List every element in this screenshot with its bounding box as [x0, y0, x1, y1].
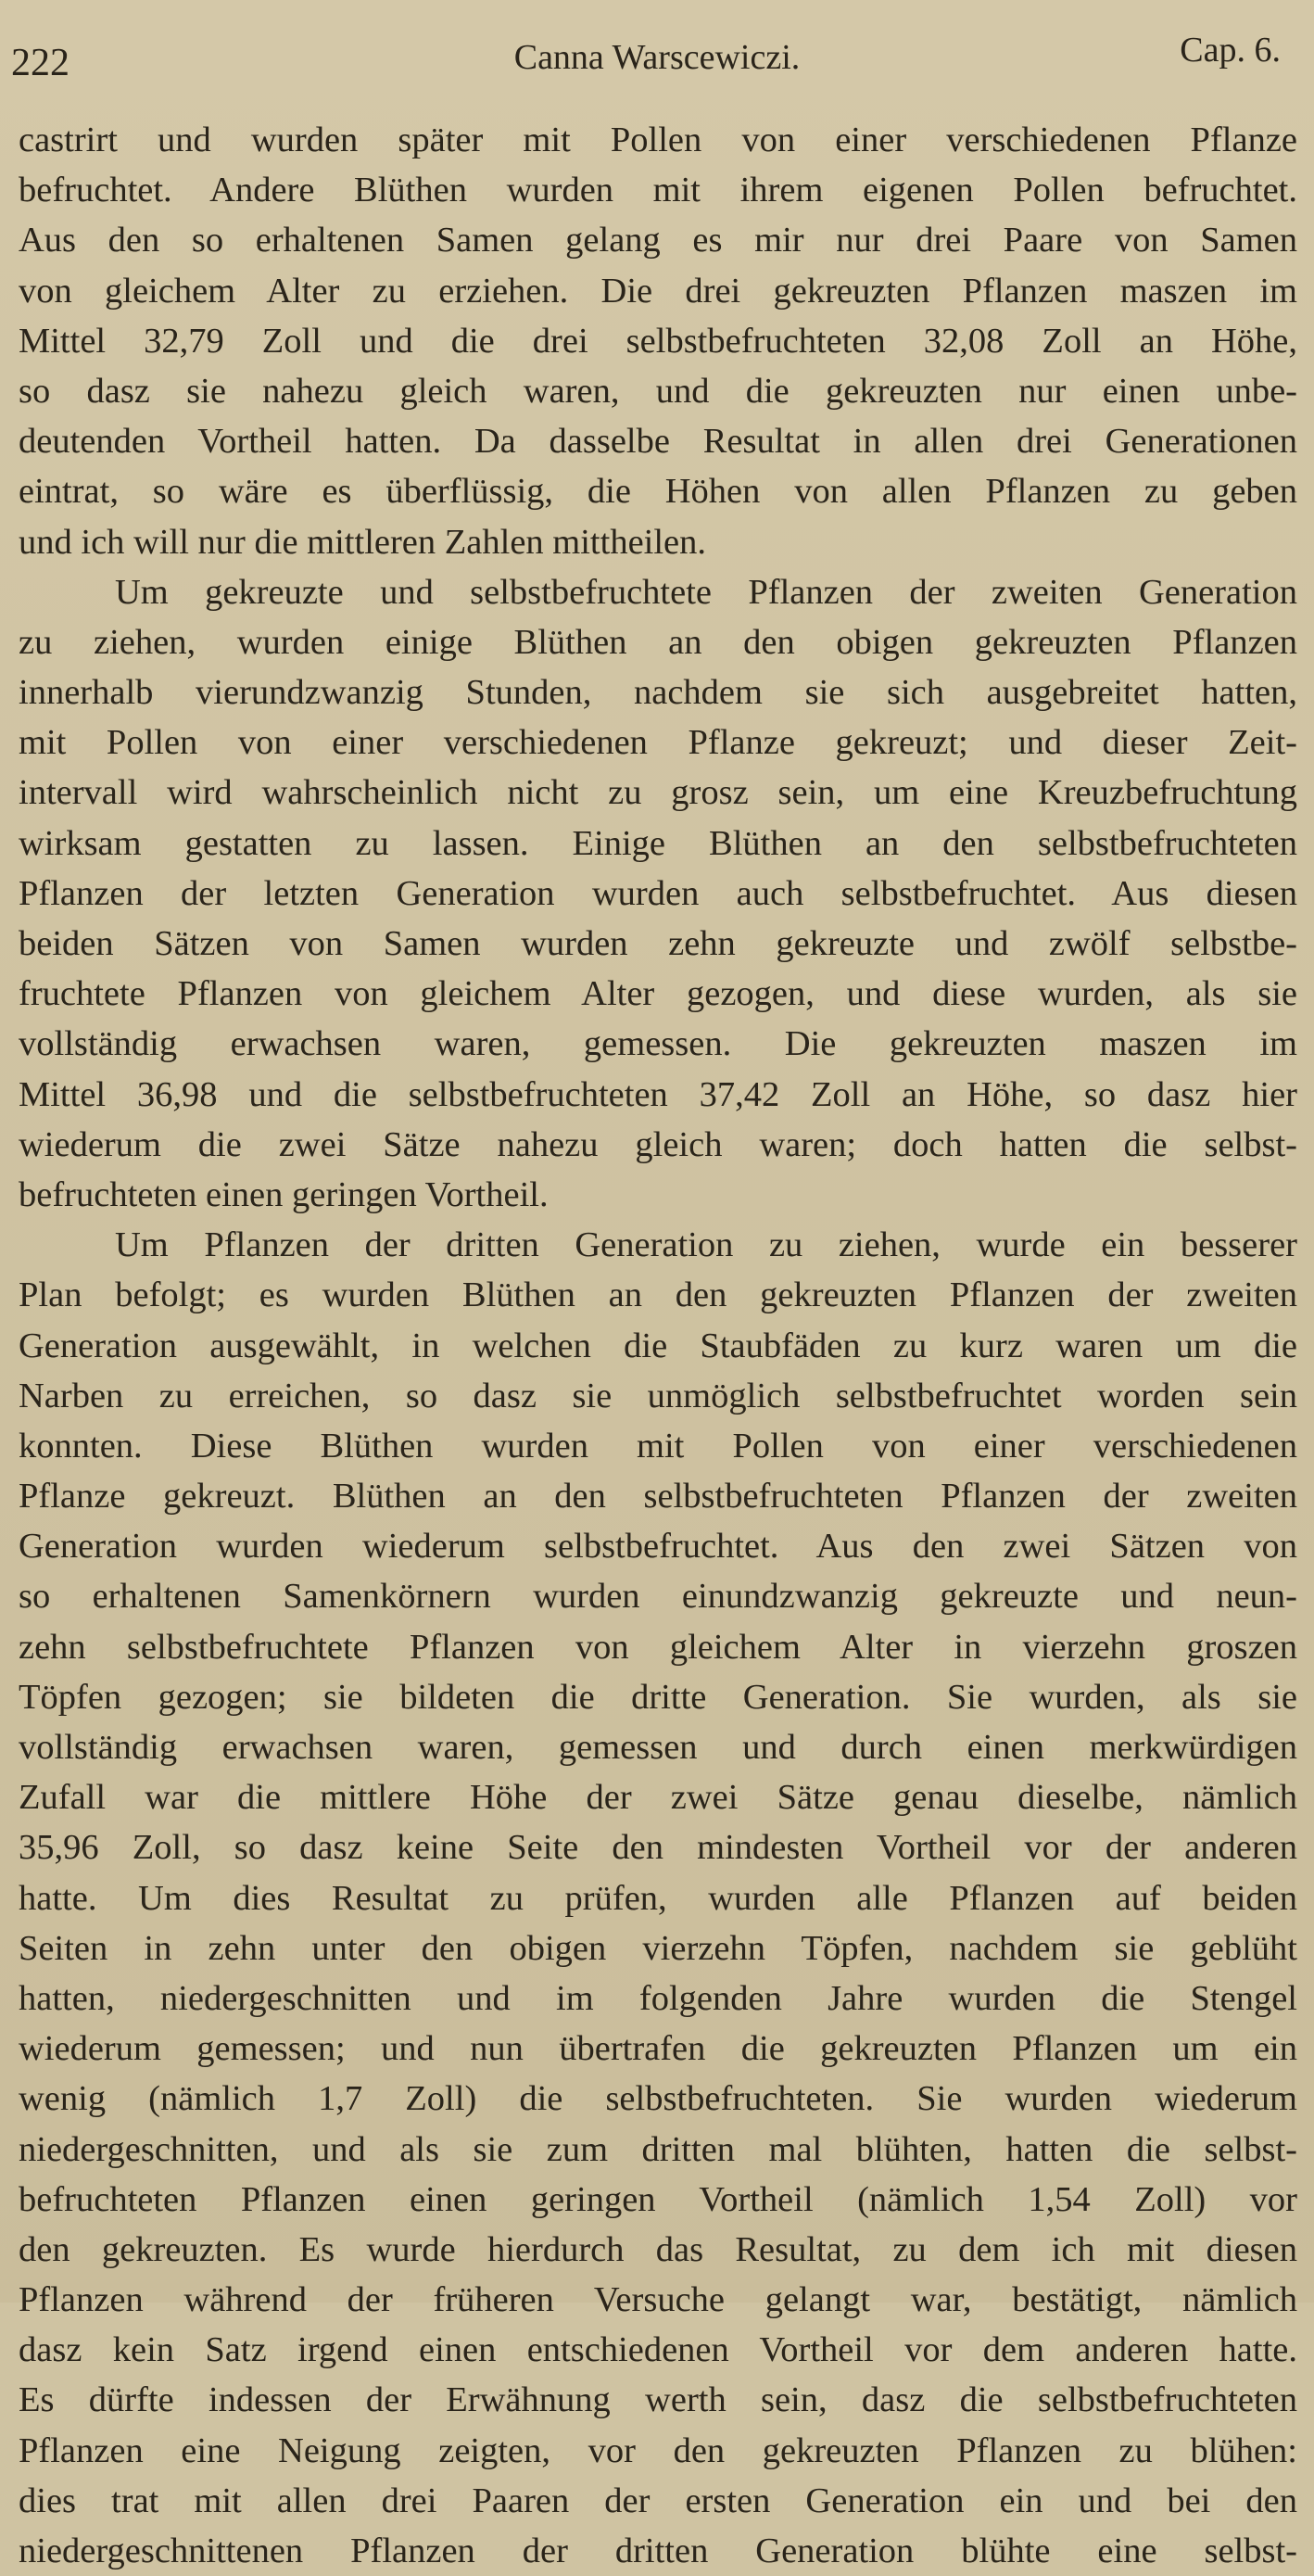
text-line: beiden Sätzen von Samen wurden zehn gekreuzte und zwölf selbstbe-	[19, 924, 1297, 963]
page-number: 222	[11, 42, 69, 84]
text-line: Narben zu erreichen, so dasz sie unmöglich selbstbefruchtet worden sein	[19, 1376, 1297, 1415]
text-line: vollständig erwachsen waren, gemessen und durch einen merkwürdigen	[19, 1728, 1297, 1767]
text-line: so dasz sie nahezu gleich waren, und die gekreuzten nur einen unbe-	[19, 371, 1297, 411]
text-line: wiederum die zwei Sätze nahezu gleich waren; doch hatten die selbst-	[19, 1124, 1297, 1164]
text-line: so erhaltenen Samenkörnern wurden einundzwanzig gekreuzte und neun-	[19, 1577, 1297, 1617]
text-line: Pflanzen während der früheren Versuche gelangt war, bestätigt, nämlich	[19, 2280, 1297, 2320]
text-line: befruchteten Pflanzen einen geringen Vortheil (nämlich 1,54 Zoll) vor	[19, 2179, 1297, 2219]
text-line: konnten. Diese Blüthen wurden mit Pollen von einer verschiedenen	[19, 1426, 1297, 1466]
text-line: Seiten in zehn unter den obigen vierzehn Töpfen, nachdem sie geblüht	[19, 1928, 1297, 1968]
body-text	[19, 115, 1297, 2576]
text-line: mit Pollen von einer verschiedenen Pflanze gekreuzt; und dieser Zeit-	[19, 723, 1297, 763]
text-line: wiederum gemessen; und nun übertrafen die gekreuzten Pflanzen um ein	[19, 2029, 1297, 2069]
text-line: niedergeschnittenen Pflanzen der dritten Generation blühte eine selbst-	[19, 2532, 1297, 2570]
text-line: dasz kein Satz irgend einen entschiedenen Vortheil vor dem anderen hatte.	[19, 2330, 1297, 2370]
paragraph-end-line: befruchteten einen geringen Vortheil.	[19, 1174, 549, 1214]
text-line: Pflanzen eine Neigung zeigten, vor den gekreuzten Pflanzen zu blühen:	[19, 2430, 1297, 2470]
running-title: Canna Warscewiczi.	[513, 38, 801, 77]
text-line: Töpfen gezogen; sie bildeten die dritte Generation. Sie wurden, als sie	[19, 1677, 1297, 1717]
text-line: niedergeschnitten, und als sie zum dritten mal blühten, hatten die selbst-	[19, 2129, 1297, 2169]
text-line: wirksam gestatten zu lassen. Einige Blüthen an den selbstbefruchteten	[19, 823, 1297, 863]
running-head	[0, 31, 1314, 84]
text-line: Pflanze gekreuzt. Blüthen an den selbstbefruchteten Pflanzen der zweiten	[19, 1477, 1297, 1516]
text-line: hatte. Um dies Resultat zu prüfen, wurden alle Pflanzen auf beiden	[19, 1878, 1297, 1918]
text-line: eintrat, so wäre es überflüssig, die Höhen von allen Pflanzen zu geben	[19, 472, 1297, 512]
text-line: Mittel 36,98 und die selbstbefruchteten 37,42 Zoll an Höhe, so dasz hier	[19, 1074, 1297, 1114]
text-line: Zufall war die mittlere Höhe der zwei Sätze genau dieselbe, nämlich	[19, 1778, 1297, 1818]
text-line: 35,96 Zoll, so dasz keine Seite den mindesten Vortheil vor der anderen	[19, 1828, 1297, 1868]
text-line: Plan befolgt; es wurden Blüthen an den gekreuzten Pflanzen der zweiten	[19, 1275, 1297, 1315]
text-line: den gekreuzten. Es wurde hierdurch das Resultat, zu dem ich mit diesen	[19, 2229, 1297, 2269]
text-line: deutenden Vortheil hatten. Da dasselbe Resultat in allen drei Generationen	[19, 422, 1297, 462]
text-line: vollständig erwachsen waren, gemessen. Die gekreuzten maszen im	[19, 1024, 1297, 1064]
text-line: befruchtet. Andere Blüthen wurden mit ihrem eigenen Pollen befruchtet.	[19, 171, 1297, 210]
text-line: Generation ausgewählt, in welchen die Staubfäden zu kurz waren um die	[19, 1326, 1297, 1365]
chapter-label: Cap. 6.	[1180, 31, 1281, 70]
paragraph-start-line: Um Pflanzen der dritten Generation zu ziehen, wurde ein besserer	[115, 1225, 1297, 1265]
text-line: zehn selbstbefruchtete Pflanzen von gleichem Alter in vierzehn groszen	[19, 1627, 1297, 1667]
text-line: Mittel 32,79 Zoll und die drei selbstbefruchteten 32,08 Zoll an Höhe,	[19, 321, 1297, 361]
paragraph-start-line: Um gekreuzte und selbstbefruchtete Pflanzen der zweiten Generation	[115, 572, 1297, 612]
text-line: Es dürfte indessen der Erwähnung werth sein, dasz die selbstbefruchteten	[19, 2380, 1297, 2420]
text-line: Pflanzen der letzten Generation wurden auch selbstbefruchtet. Aus diesen	[19, 873, 1297, 913]
text-line: innerhalb vierundzwanzig Stunden, nachdem sie sich ausgebreitet hatten,	[19, 673, 1297, 713]
text-line: von gleichem Alter zu erziehen. Die drei gekreuzten Pflanzen maszen im	[19, 271, 1297, 311]
text-line: wenig (nämlich 1,7 Zoll) die selbstbefruchteten. Sie wurden wiederum	[19, 2079, 1297, 2119]
text-line: dies trat mit allen drei Paaren der ersten Generation ein und bei den	[19, 2481, 1297, 2520]
text-line: Generation wurden wiederum selbstbefruchtet. Aus den zwei Sätzen von	[19, 1527, 1297, 1567]
text-line: castrirt und wurden später mit Pollen von einer verschiedenen Pflanze	[19, 121, 1297, 159]
text-line: Aus den so erhaltenen Samen gelang es mir nur drei Paare von Samen	[19, 221, 1297, 260]
text-line: zu ziehen, wurden einige Blüthen an den obigen gekreuzten Pflanzen	[19, 622, 1297, 662]
text-line: hatten, niedergeschnitten und im folgenden Jahre wurden die Stengel	[19, 1978, 1297, 2018]
paragraph-end-line: und ich will nur die mittleren Zahlen mittheilen.	[19, 522, 707, 562]
text-line: intervall wird wahrscheinlich nicht zu grosz sein, um eine Kreuzbefruchtung	[19, 773, 1297, 813]
text-line: fruchtete Pflanzen von gleichem Alter gezogen, und diese wurden, als sie	[19, 974, 1297, 1014]
